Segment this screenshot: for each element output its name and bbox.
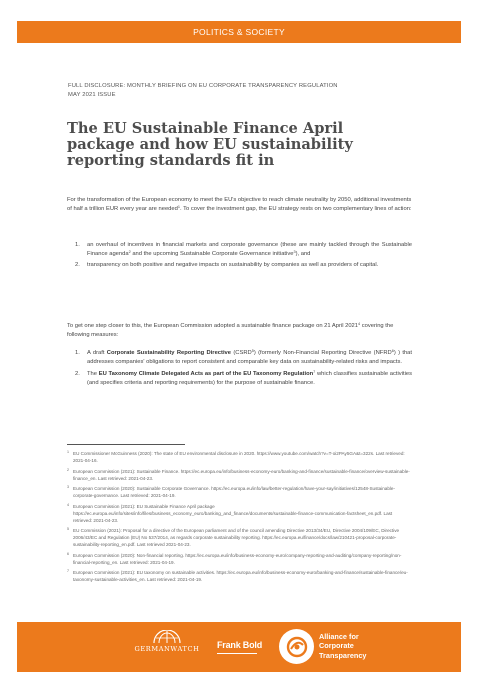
footnote: 1 EU Commissioner McGuinness (2020): The state of EU environmental disclosure in 2020. https://www.youtube.com/watch?v=T-oi2PAy5GA&t=322s. Last retrieved: 2021-04-16. bbox=[67, 450, 405, 463]
list-text: A draft Corporate Sustainability Reporting Directive (CSRD$^5$) (formerly Non-Financial Reporting Directive (NFRD$^6$) ) that addresses companies' obligations to report consistent and comparable key data on sustainability-related risks and impacts. bbox=[87, 349, 412, 366]
action-lines-list bbox=[67, 241, 412, 271]
intro-text-1: For the transformation of the European economy to meet the EU's objective to reach climate neutrality by 2050, additional investments of half a trillion EUR every year are needed bbox=[67, 197, 412, 213]
list-text: an overhaul of incentives in financial markets and corporate governance (these are mainly tackled through the Sustainable Finance agenda$^2$ and the upcoming Sustainable Corporate Governance initiative$^3$), and bbox=[87, 242, 412, 258]
list-item bbox=[67, 349, 412, 368]
germanwatch-logo[interactable] bbox=[132, 630, 202, 653]
frank-bold-underline bbox=[217, 653, 257, 654]
measures-list bbox=[67, 349, 412, 390]
footnote: 6 European Commission (2020): Non-financial reporting. https://ec.europa.eu/info/business-economy-euro/company-reporting-and-auditing/company-reporting/non-financial-reporting_en. Last retrieved: 2021-04-19. bbox=[67, 551, 402, 565]
list-item bbox=[67, 261, 412, 270]
frank-bold-logo[interactable]: Frank Bold bbox=[217, 640, 263, 650]
list-item bbox=[67, 241, 412, 260]
footnote: 3 European Commission (2020): Sustainable Corporate Governance. https://ec.europa.eu/info/law/better-regulation/have-your-say/initiatives/12548-Sustainable-corporate-governance. Last retrieved: 2021-04-19. bbox=[67, 485, 395, 498]
footnote-ref[interactable]: 3 bbox=[293, 250, 296, 255]
act-name: Alliance for Corporate Transparency bbox=[319, 632, 367, 660]
footnote-ref[interactable]: 1 bbox=[177, 205, 180, 210]
taxonomy-term: EU Taxonomy Climate Delegated Acts as part of the EU Taxonomy Regulation bbox=[98, 370, 314, 377]
package-paragraph: To get one step closer to this, the European Commission adopted a sustainable finance package on 21 April 2021$^4$ covering the following measures: bbox=[67, 322, 394, 339]
footnotes bbox=[67, 450, 412, 587]
list-text: The EU Taxonomy Climate Delegated Acts as part of the EU Taxonomy Regulation$^7$ which classifies sustainable activities (and specifies criteria and reporting requirements) for the purpose of sustainable finance. bbox=[87, 369, 412, 386]
footnote: 7 European Commission (2021): EU taxonomy on sustainable activities. https://ec.europa.eu/info/business-economy-euro/banking-and-finance/sustainable-finance/eu-taxonomy-sustainable-activities_en. Last retrieved: 2021-04-19. bbox=[67, 569, 408, 582]
pretitle-issue: MAY 2021 ISSUE bbox=[68, 91, 116, 98]
list-number: 2. bbox=[75, 370, 80, 377]
list-text: transparency on both positive and negative impacts on sustainability by companies as well as providers of capital. bbox=[87, 261, 379, 268]
list-number: 1. bbox=[75, 350, 80, 356]
germanwatch-name: GERMANWATCH bbox=[134, 645, 200, 653]
footnote-ref[interactable]: 5 bbox=[251, 349, 254, 353]
act-swirl-icon bbox=[285, 635, 309, 659]
footnote-ref[interactable]: 6 bbox=[391, 349, 394, 353]
intro-text-2: . To cover the investment gap, the EU strategy rests on two complementary lines of action: bbox=[179, 206, 412, 213]
pretitle bbox=[68, 82, 418, 99]
footnote-ref[interactable]: 4 bbox=[358, 322, 361, 326]
footnote-divider bbox=[67, 444, 185, 445]
footnote-ref[interactable]: 2 bbox=[128, 250, 131, 255]
footnote-ref[interactable]: 7 bbox=[313, 369, 316, 374]
intro-paragraph bbox=[67, 196, 412, 215]
section-header-bar bbox=[17, 21, 461, 43]
act-logo-mark[interactable] bbox=[279, 629, 314, 664]
list-item bbox=[67, 370, 412, 389]
section-label: POLITICS & SOCIETY bbox=[193, 27, 285, 37]
footnote: 2 European Commission (2021): Sustainable Finance. https://ec.europa.eu/info/business-economy-euro/banking-and-finance/sustainable-finance/overview-sustainable-finance_en. Last retrieved: 2021-04-23. bbox=[67, 467, 410, 481]
footnote: 5 EU Commission (2021): Proposal for a directive of the European parliament and of the council amending Directive 2013/34/EU, Directive 2004/109/EC, Directive 2006/43/EC and Regulation (EU) No 537/2014, as regards corporate sustainability reporting. https://ec.europa.eu/finance/docs/law/210421-proposal-corporate-sustainability-reporting_en.pdf. Last retrieved 2021-04-23. bbox=[67, 527, 400, 547]
globe-icon bbox=[152, 630, 182, 644]
list-number: 2. bbox=[75, 261, 80, 268]
footnote: 4 European Commission (2021): EU Sustainable Finance April package https://ec.europa.eu/info/sites/info/files/business_economy_euro/banking_and_finance/documents/sustainable-finance-communication-factsheet_en.pdf. Last retrieved: 2021-04-23. bbox=[67, 502, 393, 523]
csrd-term: Corporate Sustainability Reporting Directive bbox=[106, 350, 232, 356]
page-title: The EU Sustainable Finance April package and how EU sustainability reporting standards fit in bbox=[67, 120, 353, 170]
footer-logo-bar bbox=[17, 622, 461, 672]
list-number: 1. bbox=[75, 242, 80, 248]
pretitle-briefing: FULL DISCLOSURE: MONTHLY BRIEFING ON EU CORPORATE TRANSPARENCY REGULATION bbox=[68, 83, 338, 89]
